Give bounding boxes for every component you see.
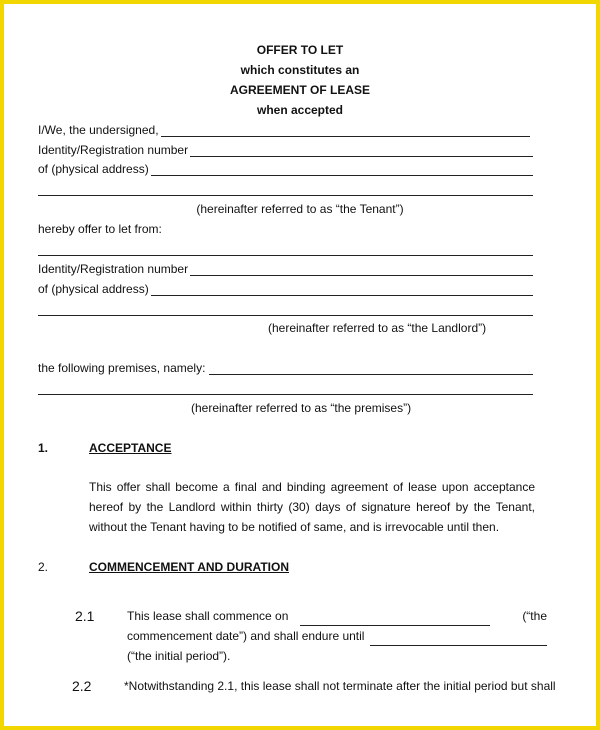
landlord-name-blank[interactable] bbox=[38, 243, 533, 256]
clause-2-1-row-3 bbox=[127, 646, 547, 666]
clause-2-1-part-1: This lease shall commence on bbox=[127, 609, 289, 623]
tenant-identity-label: Identity/Registration number bbox=[38, 143, 189, 157]
tenant-referred-note: (hereinafter referred to as “the Tenant”) bbox=[196, 202, 404, 216]
tenant-name-label: I/We, the undersigned, bbox=[38, 123, 159, 137]
landlord-address-field[interactable] bbox=[38, 282, 533, 296]
doc-subtitle-1: which constitutes an bbox=[240, 63, 360, 77]
clause-2-1-part-4: (“the initial period”). bbox=[127, 649, 231, 663]
premises-field[interactable] bbox=[38, 361, 533, 375]
landlord-identity-blank[interactable] bbox=[190, 263, 533, 276]
premises-blank-2[interactable] bbox=[38, 382, 533, 395]
landlord-name-line[interactable] bbox=[38, 242, 533, 256]
landlord-identity-label: Identity/Registration number bbox=[38, 262, 189, 276]
clause-2-1-number: 2.1 bbox=[75, 608, 95, 624]
clause-2-2-text: *Notwithstanding 2.1, this lease shall not terminate after the initial period but shall bbox=[124, 679, 556, 693]
tenant-identity-blank[interactable] bbox=[190, 144, 533, 157]
section-1-heading: ACCEPTANCE bbox=[89, 441, 172, 455]
section-2-number: 2. bbox=[38, 560, 49, 574]
doc-subtitle-3: when accepted bbox=[256, 103, 344, 117]
clause-2-1-row-1 bbox=[127, 606, 547, 626]
landlord-address-line-2[interactable] bbox=[38, 302, 533, 316]
doc-title: OFFER TO LET bbox=[256, 43, 344, 57]
premises-referred-note: (hereinafter referred to as “the premises”) bbox=[191, 401, 412, 415]
tenant-address-blank-2[interactable] bbox=[38, 183, 533, 196]
landlord-offer-label: hereby offer to let from: bbox=[38, 222, 162, 236]
tenant-name-field[interactable] bbox=[38, 123, 530, 137]
clause-2-1-part-3: commencement date”) and shall endure until bbox=[127, 629, 365, 643]
clause-2-1 bbox=[127, 606, 547, 666]
tenant-address-line-2[interactable] bbox=[38, 182, 533, 196]
tenant-address-blank[interactable] bbox=[151, 163, 533, 176]
premises-label: the following premises, namely: bbox=[38, 361, 206, 375]
landlord-address-blank-2[interactable] bbox=[38, 303, 533, 316]
landlord-address-label: of (physical address) bbox=[38, 282, 149, 296]
tenant-name-blank[interactable] bbox=[161, 124, 530, 137]
doc-subtitle-2: AGREEMENT OF LEASE bbox=[229, 83, 370, 97]
end-date-blank[interactable] bbox=[370, 632, 547, 646]
section-1-text: This offer shall become a final and binding agreement of lease upon acceptance hereof by the Landlord within thirty (30) days of signature hereof by the Tenant, without the Tenant having to be notified of same, and is irrevocable until then. bbox=[89, 480, 535, 534]
section-2-heading: COMMENCEMENT AND DURATION bbox=[89, 560, 289, 574]
clause-2-2-number: 2.2 bbox=[72, 678, 92, 694]
tenant-address-field[interactable] bbox=[38, 162, 533, 176]
commencement-date-blank[interactable] bbox=[300, 612, 490, 626]
landlord-address-blank[interactable] bbox=[151, 283, 533, 296]
clause-2-1-part-2: (“the bbox=[522, 609, 547, 623]
tenant-identity-field[interactable] bbox=[38, 143, 533, 157]
clause-2-1-row-2 bbox=[127, 626, 547, 646]
landlord-identity-field[interactable] bbox=[38, 262, 533, 276]
section-1-number: 1. bbox=[38, 441, 49, 455]
tenant-address-label: of (physical address) bbox=[38, 162, 149, 176]
premises-blank[interactable] bbox=[209, 362, 533, 375]
landlord-referred-note: (hereinafter referred to as “the Landlord”) bbox=[268, 321, 487, 335]
premises-line-2[interactable] bbox=[38, 381, 533, 395]
